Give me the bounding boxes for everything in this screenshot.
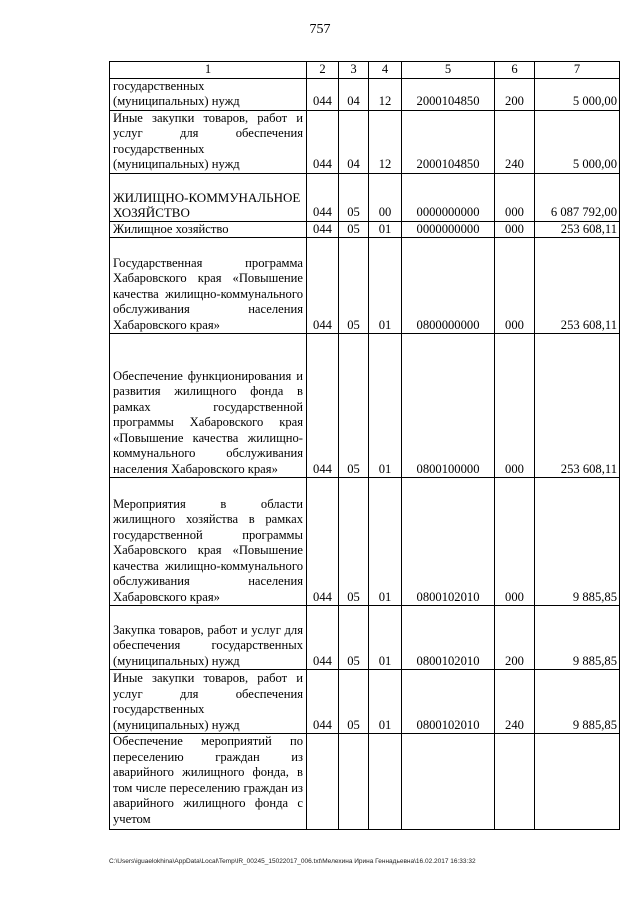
cell-expense-type: 000 <box>495 238 535 334</box>
cell-section: 04 <box>339 78 369 110</box>
cell-expense-type: 200 <box>495 606 535 670</box>
cell-target-article: 0800102010 <box>402 670 495 734</box>
cell-grbs: 044 <box>307 238 339 334</box>
cell-amount: 5 000,00 <box>535 78 620 110</box>
footer-file-path: C:\Users\iguaelokhina\AppData\Local\Temp\IR_00245_15022017_006.txt\Мелехина Ирина Геннадьевна\16.02.2017 16:33:32 <box>109 858 476 865</box>
table-row <box>110 173 620 221</box>
row-name: Обеспечение мероприятий по переселению граждан из аварийного жилищного фонда, в том числе переселению граждан из аварийного жилищного фонда с учетом <box>110 734 307 830</box>
row-name: ЖИЛИЩНО-КОММУНАЛЬНОЕ ХОЗЯЙСТВО <box>110 173 307 221</box>
cell-subsection: 01 <box>369 221 402 238</box>
table-header-row <box>110 62 620 79</box>
cell-amount: 253 608,11 <box>535 334 620 478</box>
row-name: Иные закупки товаров, работ и услуг для обеспечения государственных (муниципальных) нужд <box>110 670 307 734</box>
cell-amount: 9 885,85 <box>535 606 620 670</box>
row-name: Мероприятия в области жилищного хозяйства в рамках государственной программы Хабаровского края «Повышение качества жилищно-коммунального обслуживания населения Хабаровского края» <box>110 478 307 606</box>
header-cell: 3 <box>339 62 369 79</box>
cell-grbs: 044 <box>307 670 339 734</box>
table-row <box>110 78 620 110</box>
row-name: Иные закупки товаров, работ и услуг для обеспечения государственных (муниципальных) нужд <box>110 110 307 173</box>
cell-grbs: 044 <box>307 334 339 478</box>
row-name: Обеспечение функционирования и развития жилищного фонда в рамках государственной программы Хабаровского края «Повышение качества жилищно-коммунального обслуживания населения Хабаровского края» <box>110 334 307 478</box>
cell-target-article: 2000104850 <box>402 78 495 110</box>
cell-grbs: 044 <box>307 173 339 221</box>
table-row <box>110 221 620 238</box>
cell-amount: 253 608,11 <box>535 238 620 334</box>
cell-target-article <box>402 734 495 830</box>
table-row <box>110 238 620 334</box>
row-name: Жилищное хозяйство <box>110 221 307 238</box>
cell-grbs: 044 <box>307 221 339 238</box>
cell-section: 05 <box>339 606 369 670</box>
header-cell: 2 <box>307 62 339 79</box>
table-row <box>110 734 620 830</box>
row-name: Государственная программа Хабаровского края «Повышение качества жилищно-коммунального обслуживания населения Хабаровского края» <box>110 238 307 334</box>
cell-subsection: 00 <box>369 173 402 221</box>
cell-amount: 9 885,85 <box>535 670 620 734</box>
cell-amount: 6 087 792,00 <box>535 173 620 221</box>
cell-target-article: 0000000000 <box>402 221 495 238</box>
cell-section: 05 <box>339 334 369 478</box>
row-name: Закупка товаров, работ и услуг для обеспечения государственных (муниципальных) нужд <box>110 606 307 670</box>
table-row <box>110 110 620 173</box>
header-cell: 4 <box>369 62 402 79</box>
cell-expense-type: 240 <box>495 670 535 734</box>
cell-grbs: 044 <box>307 478 339 606</box>
cell-target-article: 0800102010 <box>402 606 495 670</box>
header-cell: 7 <box>535 62 620 79</box>
cell-subsection: 01 <box>369 606 402 670</box>
cell-expense-type: 200 <box>495 78 535 110</box>
table-row <box>110 670 620 734</box>
cell-amount: 5 000,00 <box>535 110 620 173</box>
header-cell: 5 <box>402 62 495 79</box>
cell-subsection: 01 <box>369 334 402 478</box>
cell-amount: 253 608,11 <box>535 221 620 238</box>
cell-subsection: 12 <box>369 110 402 173</box>
cell-expense-type: 240 <box>495 110 535 173</box>
cell-subsection: 01 <box>369 238 402 334</box>
cell-expense-type: 000 <box>495 221 535 238</box>
cell-section: 05 <box>339 173 369 221</box>
cell-target-article: 0800100000 <box>402 334 495 478</box>
cell-grbs: 044 <box>307 606 339 670</box>
cell-amount: 9 885,85 <box>535 478 620 606</box>
cell-subsection: 01 <box>369 670 402 734</box>
cell-section: 05 <box>339 221 369 238</box>
cell-subsection: 01 <box>369 478 402 606</box>
row-name: государственных (муниципальных) нужд <box>110 78 307 110</box>
cell-subsection: 12 <box>369 78 402 110</box>
cell-target-article: 2000104850 <box>402 110 495 173</box>
cell-grbs: 044 <box>307 78 339 110</box>
cell-section: 04 <box>339 110 369 173</box>
cell-section <box>339 734 369 830</box>
cell-expense-type: 000 <box>495 173 535 221</box>
cell-grbs: 044 <box>307 110 339 173</box>
table-row <box>110 606 620 670</box>
cell-target-article: 0000000000 <box>402 173 495 221</box>
cell-expense-type: 000 <box>495 478 535 606</box>
cell-grbs <box>307 734 339 830</box>
cell-expense-type <box>495 734 535 830</box>
header-cell: 1 <box>110 62 307 79</box>
table-row <box>110 478 620 606</box>
cell-subsection <box>369 734 402 830</box>
page-number: 757 <box>309 22 331 37</box>
cell-amount <box>535 734 620 830</box>
header-cell: 6 <box>495 62 535 79</box>
cell-expense-type: 000 <box>495 334 535 478</box>
cell-target-article: 0800102010 <box>402 478 495 606</box>
cell-section: 05 <box>339 238 369 334</box>
table-row <box>110 334 620 478</box>
cell-section: 05 <box>339 670 369 734</box>
cell-target-article: 0800000000 <box>402 238 495 334</box>
budget-table <box>109 61 620 830</box>
cell-section: 05 <box>339 478 369 606</box>
